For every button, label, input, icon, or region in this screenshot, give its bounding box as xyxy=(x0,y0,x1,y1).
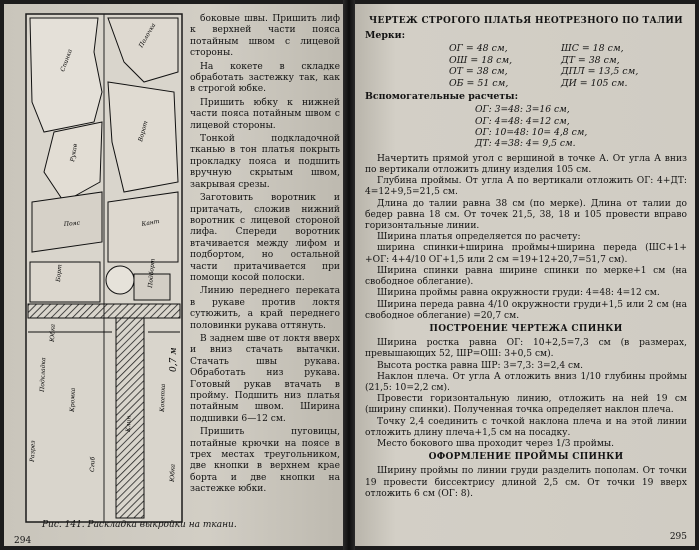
paragraph: Начертить прямой угол с вершиной в точке А. От угла А вниз по вертикали отложить длину изделия 105 см. xyxy=(365,153,687,176)
measure: ОШ = 18 см, xyxy=(449,54,513,66)
paragraph: Линию переднего переката в рукаве против локтя сутюжить, а край переднего половинки рукава оттянуть. xyxy=(190,286,340,331)
paragraph: Ширина ростка равна ОГ: 10+2,5=7,3 см (в размерах, превышающих 52, ШР=ОШ: 3+0,5 см). xyxy=(365,338,687,360)
pattern-label: Кромка xyxy=(69,387,77,413)
measures-heading: Мерки: xyxy=(365,30,406,42)
paragraph: Длина до талии равна 38 см (по мерке). Длина от талии до бедер равна 18 см. От точек 21,5, 38, 18 и 105 провести вправо горизонтальные линии. xyxy=(365,198,687,232)
paragraph: Высота ростка равна ШР: 3=7,3: 3=2,4 см. xyxy=(377,360,584,371)
page-number-right: 295 xyxy=(669,532,687,542)
paragraph: боковые швы. Пришить лиф к верхней части пояса потайным швом с лицевой стороны. xyxy=(190,14,340,59)
figure-caption: Рис. 141. Раскладка выкройки на ткани. xyxy=(42,520,237,530)
aux-calc: ОГ: 3=48: 3=16 см, xyxy=(475,104,570,116)
pattern-label: Пояс xyxy=(63,219,81,228)
pattern-label: Борт xyxy=(55,264,64,283)
pattern-label: Подборт xyxy=(147,258,157,289)
aux-heading: Вспомогательные расчеты: xyxy=(365,91,519,103)
book-gutter xyxy=(343,0,355,550)
paragraph: Пришить пуговицы, потайные крючки на поясе в трех местах треугольником, две кнопки в верхнем крае борта и две кнопки на застежке юбки. xyxy=(190,427,340,495)
left-page xyxy=(4,4,343,546)
section-heading-armhole: ОФОРМЛЕНИЕ ПРОЙМЫ СПИНКИ xyxy=(428,452,624,463)
paragraph: Глубина проймы. От угла А по вертикали отложить ОГ: 4+ДТ: 4=12+9,5=21,5 см. xyxy=(365,176,687,198)
page-title: ЧЕРТЕЖ СТРОГОГО ПЛАТЬЯ НЕОТРЕЗНОГО ПО ТАЛИИ xyxy=(369,16,683,26)
paragraph: Ширина платья определяется по расчету: xyxy=(377,232,581,243)
pattern-label: Рукав xyxy=(69,143,80,163)
paragraph: В заднем шве от локтя вверх и вниз стачать вытачки. Стачать швы рукава. Обработать низ рукава. Готовый рукав втачать в пройму. Подшить низ платья потайным швом. Ширина подшивки 6—12 см. xyxy=(190,333,340,424)
pattern-dimension-label: 0,7 м xyxy=(169,347,179,372)
paragraph: Пришить юбку к нижней части пояса потайным швом с лицевой стороны. xyxy=(190,97,340,131)
pattern-label: Сгиб xyxy=(89,456,97,473)
pattern-label: Клин xyxy=(125,415,133,433)
measure: ДПЛ = 13,5 см, xyxy=(561,66,639,78)
aux-calc: ОГ: 10=48: 10= 4,8 см, xyxy=(475,127,588,139)
paragraph: Место бокового шва проходит через 1/3 проймы. xyxy=(377,438,615,449)
pattern-label: Разрез xyxy=(29,440,37,463)
left-text-column xyxy=(190,14,340,498)
right-page xyxy=(355,4,695,546)
measure: ОБ = 51 см, xyxy=(449,77,509,89)
measure: ШС = 18 см, xyxy=(561,43,624,55)
pattern-label: Спинка xyxy=(59,48,74,73)
pattern-label: Юбка xyxy=(49,323,57,343)
paragraph: Ширина переда равна 4/10 окружности груди+1,5 или 2 см (на свободное облегание) =20,7 см. xyxy=(365,299,687,321)
paragraph: Точку 2,4 соединить с точкой наклона плеча и на этой линии отложить длину плеча+1,5 см на посадку. xyxy=(365,416,687,438)
paragraph: На кокете в складке обработать застежку так, как в строгой юбке. xyxy=(190,61,340,95)
measures-grid xyxy=(449,43,687,89)
pattern-label: Кант xyxy=(141,217,160,228)
measure: ОГ = 48 см, xyxy=(449,43,508,55)
paragraph: Заготовить воротник и притачать, сложив нижний воротник с лицевой стороной лифа. Спереди воротник втачивается между лифом и подбортом, но остальной части притачивается при помощи косой полоски. xyxy=(190,193,340,283)
pattern-label: Кокетка xyxy=(159,383,167,413)
measure: ДИ = 105 см. xyxy=(561,77,628,89)
aux-calc: ОГ: 4=48: 4=12 см, xyxy=(475,115,570,127)
pattern-label: Ворот xyxy=(137,120,150,143)
aux-calcs xyxy=(475,104,687,150)
paragraph: Тонкой подкладочной тканью в тон платья покрыть прокладку пояса и подшить вручную скрытым швом, закрывая срезы. xyxy=(190,134,340,190)
paragraph: Ширина спинки равна ширине спинки по мерке+1 см (на свободное облегание). xyxy=(365,265,687,288)
pattern-label: Полочка xyxy=(137,21,158,49)
section-heading-back: ПОСТРОЕНИЕ ЧЕРТЕЖА СПИНКИ xyxy=(429,323,623,334)
pattern-label: Подкладка xyxy=(39,357,48,393)
pattern-layout-figure xyxy=(24,12,184,524)
paragraph: ширина спинки+ширина проймы+ширина переда (ШС+1+ +ОГ: 4+4/10 ОГ+1,5 или 2 см =19+12+20,7=51,7 см). xyxy=(365,243,687,265)
right-text-column xyxy=(365,14,687,500)
measure: ОТ = 38 см, xyxy=(449,66,508,78)
paragraph: Ширина проймы равна окружности груди: 4=48: 4=12 см. xyxy=(377,288,660,299)
measure: ДТ = 38 см, xyxy=(561,54,620,66)
paragraph: Наклон плеча. От угла А отложить вниз 1/10 глубины проймы (21,5: 10=2,2 см). xyxy=(365,371,687,393)
paragraph: Провести горизонтальную линию, отложить на ней 19 см (ширину спинки). Полученная точка определяет наклон плеча. xyxy=(365,394,687,416)
page-number-left: 294 xyxy=(14,536,32,546)
paragraph: Ширину проймы по линии груди разделить пополам. От точки 19 провести биссектрису длиной 2,5 см. От точки 19 вверх отложить 6 см (ОГ: 8). xyxy=(365,466,687,499)
aux-calc: ДТ: 4=38: 4= 9,5 см. xyxy=(475,138,576,150)
pattern-label: Юбка xyxy=(169,463,177,483)
